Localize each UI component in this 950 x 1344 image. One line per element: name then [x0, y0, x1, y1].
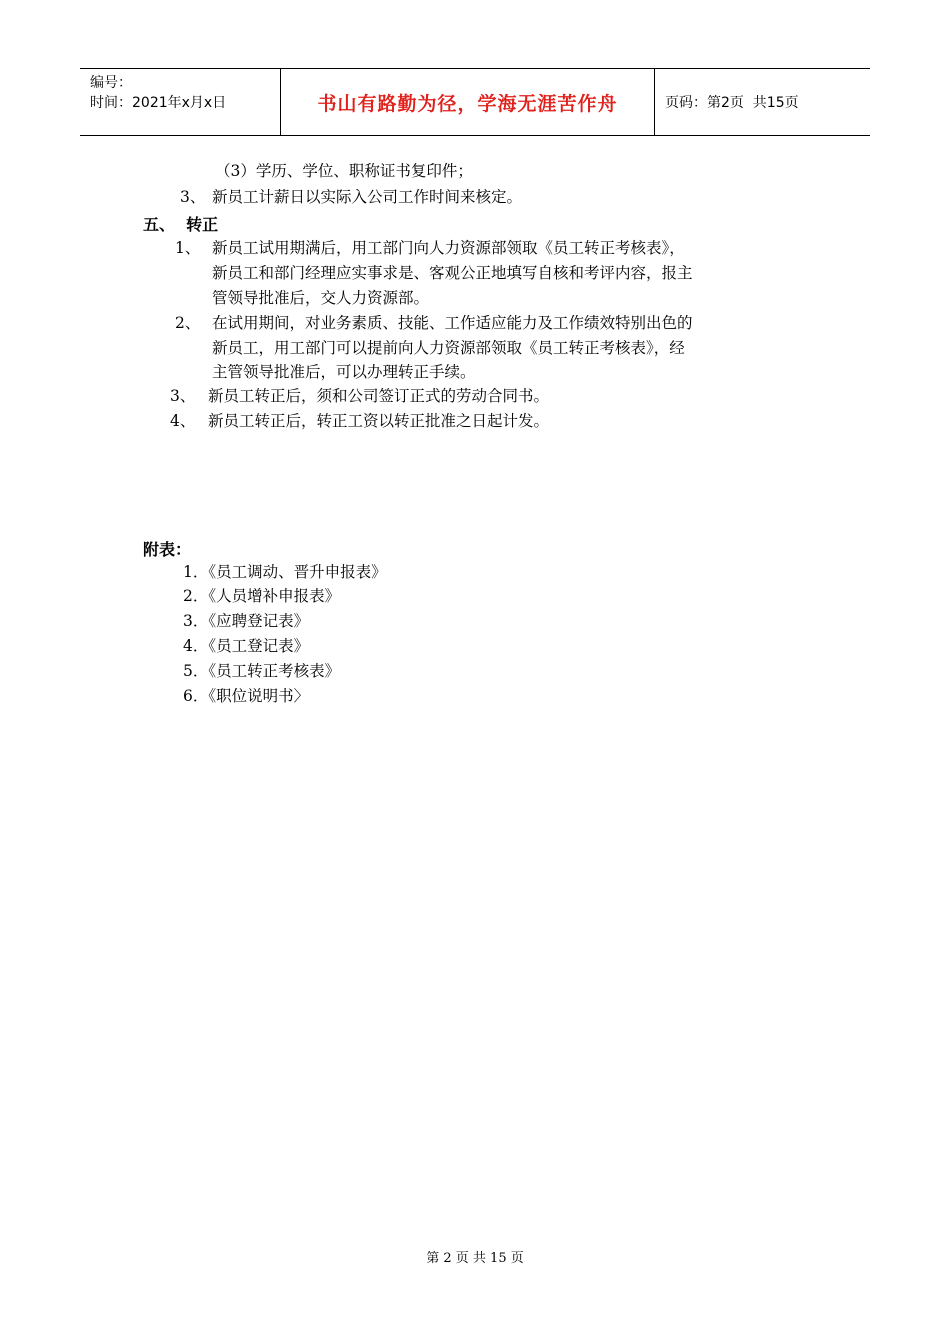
- appendix-item-2: 2．《人员增补申报表》: [183, 587, 341, 605]
- section-5-title: 五、 转正: [143, 215, 219, 234]
- s5-item-2-num: 2、: [175, 314, 201, 332]
- page-header: [80, 68, 870, 136]
- s5-item-2-line-2: 新员工，用工部门可以提前向人力资源部领取《员工转正考核表》，经: [212, 339, 685, 357]
- serial-label: 编号：: [90, 75, 132, 91]
- appendix-item-1: 1．《员工调动、晋升申报表》: [183, 563, 387, 581]
- header-meta: [80, 69, 280, 135]
- s5-item-4-num: 4、: [170, 412, 196, 430]
- item-3-text: 新员工计薪日以实际入公司工作时间来核定。: [212, 188, 523, 206]
- s5-item-1-line-2: 新员工和部门经理应实事求是、客观公正地填写自核和考评内容，报主: [212, 264, 693, 282]
- appendix-item-5: 5．《员工转正考核表》: [183, 662, 341, 680]
- s5-item-2-line-3: 主管领导批准后，可以办理转正手续。: [212, 363, 476, 381]
- s5-item-1-line-3: 管领导批准后，交人力资源部。: [212, 289, 430, 307]
- header-motto: 书山有路勤为径，学海无涯苦作舟: [280, 69, 655, 135]
- s5-item-1-line-1: 新员工试用期满后，用工部门向人力资源部领取《员工转正考核表》，: [212, 239, 685, 257]
- appendix-item-3: 3．《应聘登记表》: [183, 612, 310, 630]
- item-3: [180, 187, 522, 207]
- s5-item-3-num: 3、: [170, 387, 196, 405]
- appendix-title: 附表：: [143, 540, 192, 559]
- item-3-3: （3）学历、学位、职称证书复印件；: [215, 162, 473, 180]
- s5-item-1-num: 1、: [175, 239, 201, 257]
- time-label: 时间：2021年x月x日: [90, 95, 227, 111]
- page-footer: 第 2 页 共 15 页: [426, 1251, 524, 1266]
- s5-item-4-text: 新员工转正后，转正工资以转正批准之日起计发。: [208, 412, 550, 430]
- item-3-num: 3、: [180, 188, 206, 206]
- s5-item-2-line-1: 在试用期间，对业务素质、技能、工作适应能力及工作绩效特别出色的: [212, 314, 693, 332]
- header-page-info: 页码：第2页 共15页: [665, 95, 799, 111]
- appendix-item-6: 6．《职位说明书〉: [183, 687, 310, 705]
- appendix-item-4: 4．《员工登记表》: [183, 637, 310, 655]
- s5-item-3-text: 新员工转正后，须和公司签订正式的劳动合同书。: [208, 387, 550, 405]
